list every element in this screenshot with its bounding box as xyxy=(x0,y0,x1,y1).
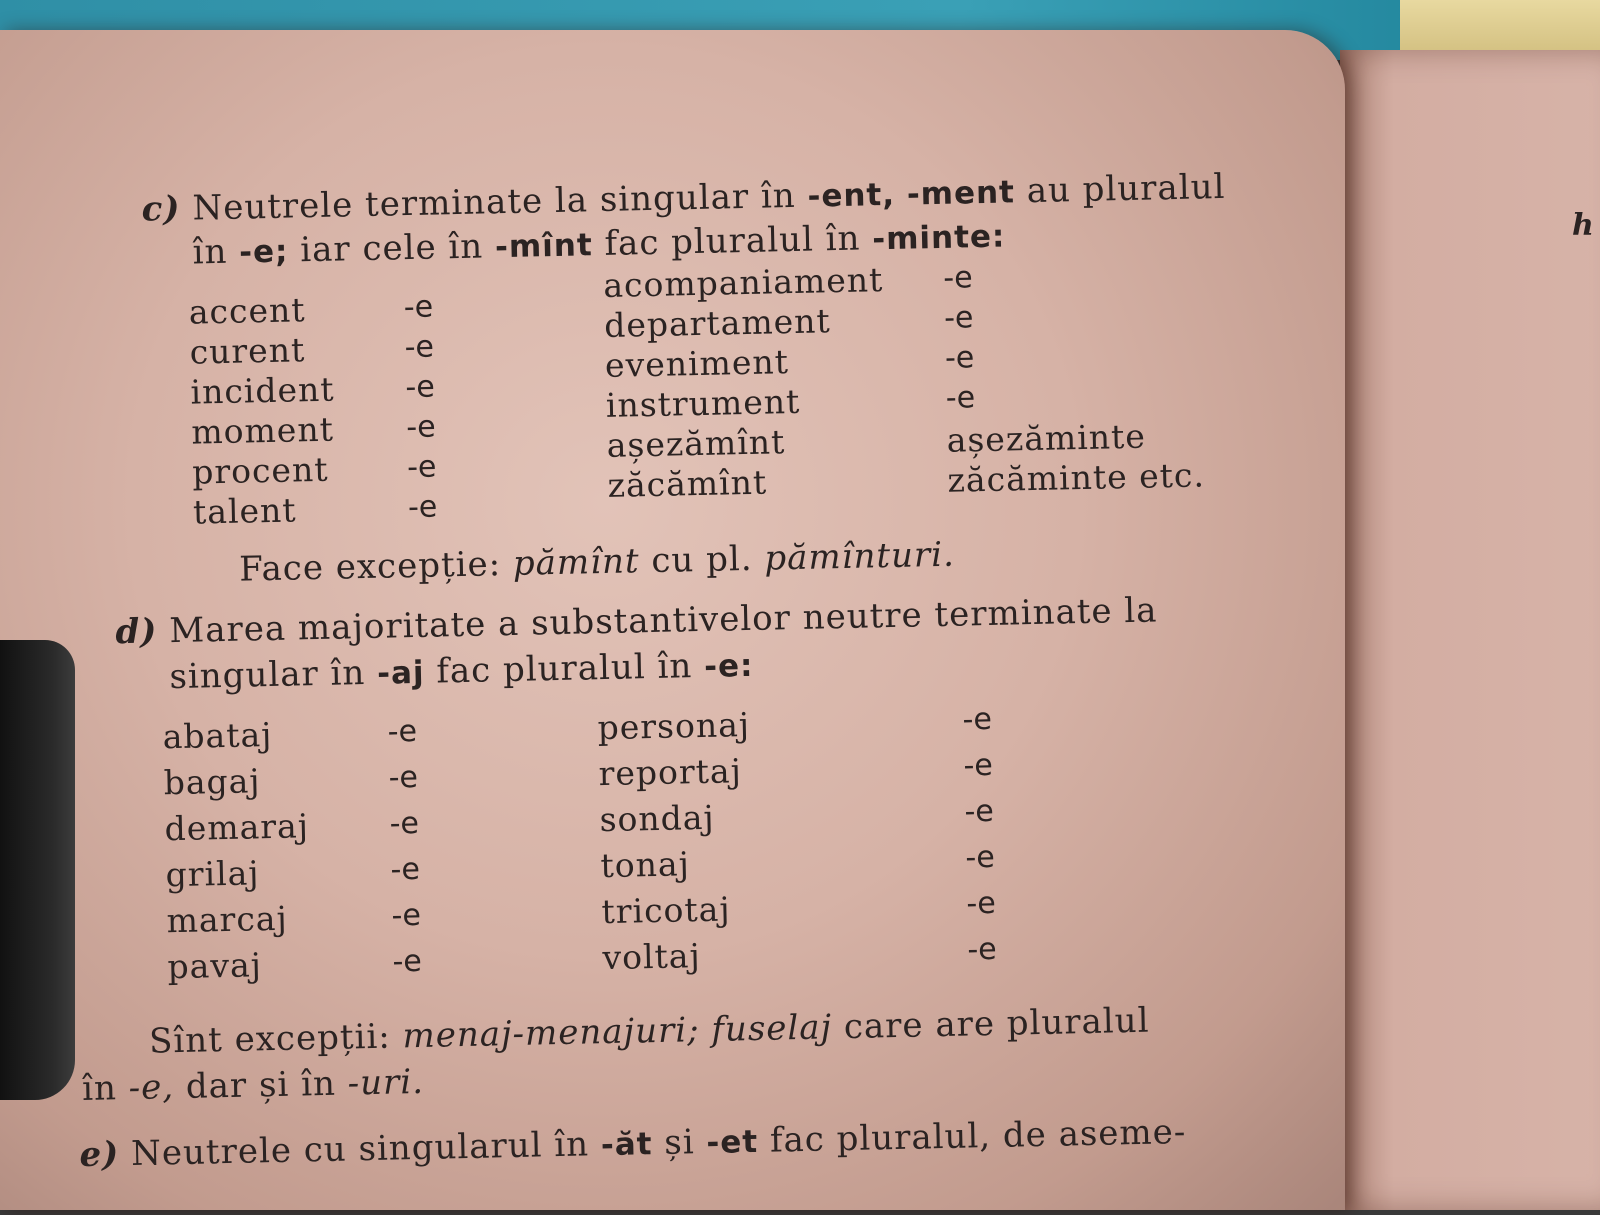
word-entry: pavaj xyxy=(167,945,263,987)
thumb-holding-book xyxy=(0,640,75,1100)
word-entry: demaraj xyxy=(164,806,310,849)
section-d-exception-line-2: în -e, dar și în -uri. xyxy=(81,1061,425,1110)
right-page-margin-letter: h xyxy=(1572,208,1594,243)
right-book-page xyxy=(1340,50,1600,1210)
word-entry: procent xyxy=(191,449,329,492)
plural-entry: -e xyxy=(943,300,974,336)
word-entry: incident xyxy=(190,369,335,412)
word-entry: așezămînt xyxy=(606,422,786,465)
plural-entry: -e xyxy=(965,839,996,876)
word-entry: curent xyxy=(189,330,306,372)
plural-entry: -e xyxy=(963,747,994,784)
word-entry: tricotaj xyxy=(601,889,731,932)
word-entry: instrument xyxy=(605,381,801,425)
plural-entry: zăcăminte etc. xyxy=(947,455,1206,500)
word-entry: voltaj xyxy=(602,936,702,978)
plural-entry: -e xyxy=(403,289,434,326)
plural-entry: -e xyxy=(964,793,995,830)
plural-entry: -e xyxy=(391,897,422,934)
section-c-line-2: în -e; iar cele în -mînt fac pluralul în -minte: xyxy=(192,218,1006,273)
section-d-marker: d) xyxy=(115,611,158,653)
word-entry: departament xyxy=(603,301,832,345)
word-entry: grilaj xyxy=(165,853,260,895)
plural-entry: -e xyxy=(387,713,418,750)
plural-entry: -e xyxy=(389,805,420,842)
word-entry: sondaj xyxy=(599,797,716,840)
word-entry: marcaj xyxy=(166,898,289,941)
plural-entry: -e xyxy=(390,851,421,888)
word-entry: acompaniament xyxy=(602,260,884,305)
word-entry: moment xyxy=(190,409,335,452)
plural-entry: -e xyxy=(962,701,993,738)
plural-entry: -e xyxy=(967,931,998,968)
plural-entry: -e xyxy=(405,409,436,446)
plural-entry: -e xyxy=(404,329,435,366)
plural-entry: -e xyxy=(388,759,419,796)
word-entry: zăcămînt xyxy=(607,462,768,505)
plural-entry: -e xyxy=(406,449,437,486)
plural-entry: -e xyxy=(944,340,975,376)
plural-entry: -e xyxy=(407,489,438,526)
word-entry: accent xyxy=(188,290,306,332)
word-entry: eveniment xyxy=(604,342,790,385)
word-entry: bagaj xyxy=(163,761,261,803)
plural-entry: -e xyxy=(392,943,423,980)
section-d-exception-line-1: Sînt excepții: menaj-menajuri; fuselaj care are pluralul xyxy=(148,1000,1150,1062)
section-d-line-2: singular în -aj fac pluralul în -e: xyxy=(169,646,754,698)
section-c-marker: c) xyxy=(141,188,181,230)
word-entry: personaj xyxy=(597,704,751,748)
word-entry: talent xyxy=(192,490,297,532)
word-entry: tonaj xyxy=(600,844,691,886)
plural-entry: -e xyxy=(405,369,436,406)
word-entry: abataj xyxy=(162,714,273,757)
plural-entry: -e xyxy=(942,260,973,296)
section-c-line-1: c) Neutrele terminate la singular în -ent, -ment au pluralul xyxy=(141,166,1226,230)
section-e-marker: e) xyxy=(79,1134,120,1176)
word-entry: reportaj xyxy=(598,751,743,794)
section-e-line-1: e) Neutrele cu singularul în -ăt și -et fac pluralul, de aseme- xyxy=(79,1111,1187,1176)
plural-entry: -e xyxy=(966,885,997,922)
plural-entry: -e xyxy=(945,380,976,416)
plural-entry: așezăminte xyxy=(946,416,1147,460)
section-d-line-1: d) Marea majoritate a substantivelor neutre terminate la xyxy=(115,590,1158,653)
section-c-exception: Face excepție: pămînt cu pl. pămînturi. xyxy=(238,534,956,590)
